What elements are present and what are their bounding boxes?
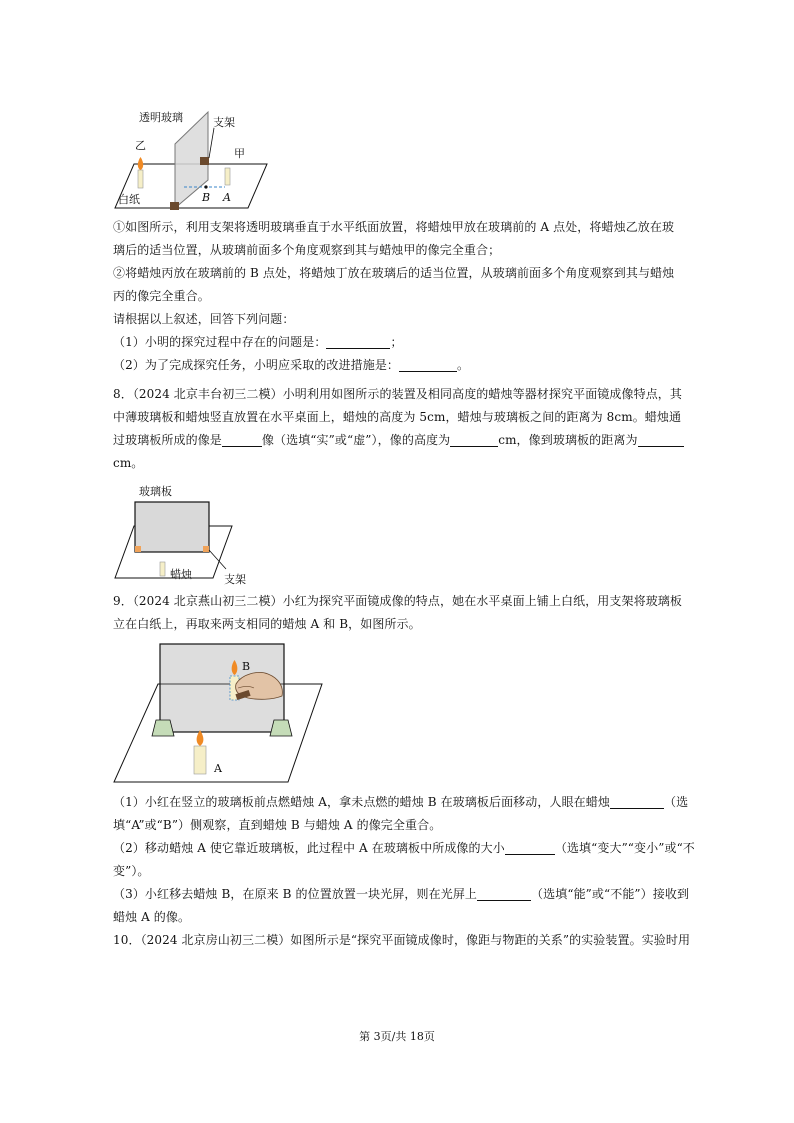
q7-sub1-end: ；: [390, 335, 403, 349]
label-paper: 白纸: [118, 193, 140, 206]
glass-setup-diagram: [112, 104, 282, 212]
q9-sub2-b: （选填“变大”“变小”或“不: [554, 841, 695, 855]
label-a: A: [214, 762, 222, 775]
q9-sub3: [113, 883, 688, 906]
stand-back: [200, 157, 209, 165]
answer-blank[interactable]: [505, 839, 555, 855]
label-yi: 乙: [135, 139, 146, 152]
question-8-text: [113, 383, 688, 475]
stand-front: [170, 202, 179, 210]
q9-sub1-cont: 填“A”或“B”）侧观察，直到蜡烛 B 与蜡烛 A 的像完全重合。: [113, 818, 442, 832]
candle-yi: [138, 170, 143, 188]
label-glass: 透明玻璃: [139, 111, 183, 124]
q10-line1: 10．（2024 北京房山初三二模）如图所示是“探究平面镜成像时，像距与物距的关系”的实验装置。实验时用: [113, 933, 691, 947]
q9-sub2-cont: 变”）。: [113, 864, 150, 878]
answer-blank[interactable]: [638, 431, 684, 447]
page-footer: 第 3页/共 18页: [359, 1030, 435, 1043]
q9-sub2-a: （2）移动蜡烛 A 使它靠近玻璃板，此过程中 A 在玻璃板中所成像的大小: [113, 841, 505, 855]
question-9-text: [113, 590, 688, 636]
label-stand: 支架: [213, 116, 235, 129]
q9-line2: 立在白纸上，再取来两支相同的蜡烛 A 和 B，如图所示。: [113, 617, 421, 631]
glass-plate: [135, 502, 209, 552]
question-7-text: [113, 216, 688, 377]
q7-line4: 丙的像完全重合。: [113, 289, 210, 303]
label-a: A: [223, 191, 231, 204]
label-b: B: [242, 660, 251, 673]
q8-line3-b: 像（选填“实”或“虚”），像的高度为: [261, 433, 451, 447]
q8-line3-c: cm，像到玻璃板的距离为: [498, 433, 638, 447]
q7-sub2-text: （2）为了完成探究任务，小明应采取的改进措施是：: [113, 358, 400, 372]
candle: [160, 562, 165, 576]
glass-plate-diagram: [112, 482, 262, 590]
label-candle: 蜡烛: [170, 568, 192, 581]
candle-jia: [225, 168, 230, 185]
q9-sub1: [113, 791, 688, 814]
answer-blank[interactable]: [610, 793, 664, 809]
figure-candles-ab: [112, 640, 324, 786]
q7-sub1: [113, 331, 688, 354]
q7-line1: ①如图所示，利用支架将透明玻璃垂直于水平纸面放置，将蜡烛甲放在玻璃前的 A 点处，将蜡烛乙放在玻: [113, 220, 675, 234]
answer-blank[interactable]: [477, 885, 531, 901]
stand-right: [203, 546, 209, 552]
q8-line3: [113, 429, 688, 452]
figure-glass-plate: [112, 482, 262, 590]
q9-sub3-a: （3）小红移去蜡烛 B，在原来 B 的位置放置一块光屏，则在光屏上: [113, 887, 478, 901]
q8-line1: 8．（2024 北京丰台初三二模）小明利用如图所示的装置及相同高度的蜡烛等器材探究平面镜成像特点，其: [113, 387, 682, 401]
answer-blank[interactable]: [450, 431, 498, 447]
q7-line3: ②将蜡烛丙放在玻璃前的 B 点处，将蜡烛丁放在玻璃后的适当位置，从玻璃前面多个角度观察到其与蜡烛: [113, 266, 675, 280]
answer-blank[interactable]: [222, 431, 262, 447]
support-right: [270, 720, 292, 736]
label-jia: 甲: [234, 147, 245, 160]
q8-line3-a: 过玻璃板所成的像是: [113, 433, 222, 447]
q9-sub1-b: （选: [663, 795, 689, 809]
label-b: B: [202, 191, 211, 204]
q9-sub3-b: （选填“能”或“不能”）接收到: [531, 887, 690, 901]
q8-line4: cm。: [113, 456, 144, 470]
question-9-subs: [113, 791, 695, 952]
label-stand: 支架: [224, 573, 246, 586]
q7-sub2: [113, 354, 688, 377]
q7-line5: 请根据以上叙述，回答下列问题：: [113, 312, 295, 326]
figure-glass-setup: [112, 104, 282, 212]
candles-ab-diagram: [112, 640, 324, 786]
flame-yi: [138, 157, 143, 170]
point-b: [204, 185, 207, 188]
q9-sub1-a: （1）小红在竖立的玻璃板前点燃蜡烛 A，拿未点燃的蜡烛 B 在玻璃板后面移动，人眼在蜡烛: [113, 795, 610, 809]
q9-line1: 9．（2024 北京燕山初三二模）小红为探究平面镜成像的特点，她在水平桌面上铺上白纸，用支架将玻璃板: [113, 594, 682, 608]
q9-sub2: [113, 837, 695, 860]
q7-sub2-end: 。: [457, 358, 470, 372]
q9-sub3-cont: 蜡烛 A 的像。: [113, 910, 191, 924]
stand-leader: [209, 128, 214, 158]
q7-sub1-text: （1）小明的探究过程中存在的问题是：: [113, 335, 327, 349]
q8-line2: 中薄玻璃板和蜡烛竖直放置在水平桌面上，蜡烛的高度为 5cm，蜡烛与玻璃板之间的距离为 8cm。蜡烛通: [113, 410, 682, 424]
stand-left: [135, 546, 141, 552]
answer-blank[interactable]: [399, 356, 457, 372]
label-plate: 玻璃板: [139, 485, 172, 498]
answer-blank[interactable]: [326, 333, 390, 349]
q7-line2: 璃后的适当位置，从玻璃前面多个角度观察到其与蜡烛甲的像完全重合；: [113, 243, 501, 257]
support-left: [152, 720, 174, 736]
candle-a: [194, 746, 206, 774]
